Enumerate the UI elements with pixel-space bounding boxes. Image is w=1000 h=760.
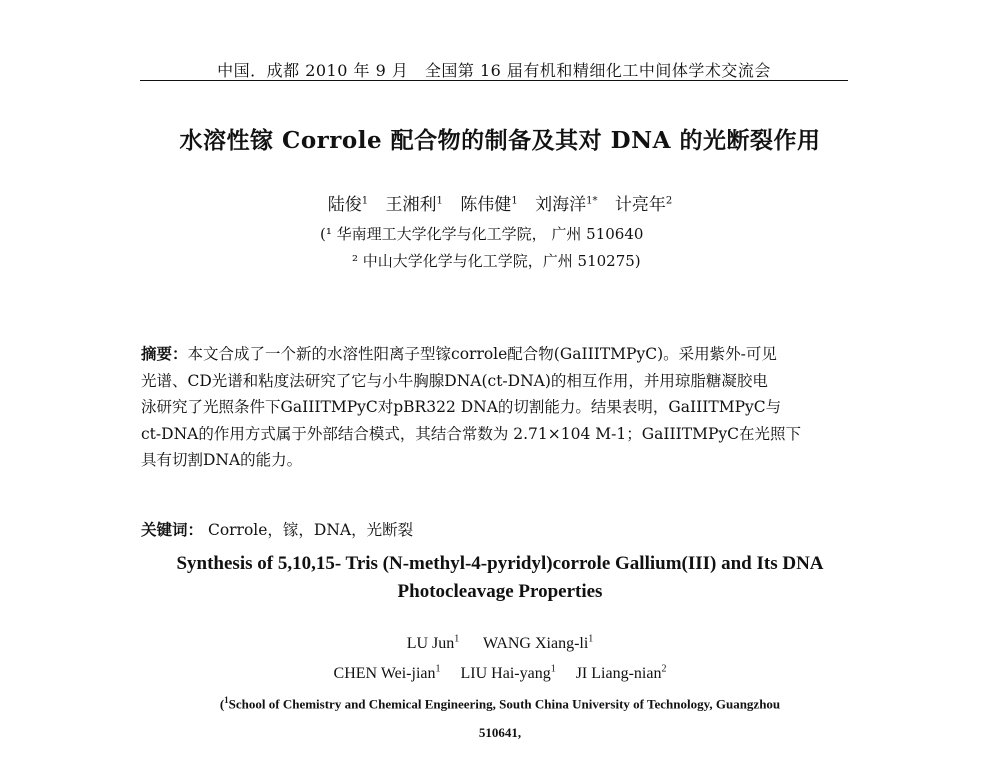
keywords-label: 关键词： — [141, 520, 204, 539]
paper-title-en-line: Photocleavage Properties — [397, 581, 603, 602]
affiliation-cn-1: (¹ 华南理工大学化学与化工学院， 广州 510640 — [320, 225, 644, 243]
conference-header: 中国．成都 2010 年 9 月 全国第 16 届有机和精细化工中间体学术交流会 — [217, 61, 771, 80]
abstract-line: 具有切割DNA的能力。 — [141, 451, 303, 469]
author-list-en-row — [0, 664, 1000, 683]
author-cn-corresponding: 刘海洋$^{1*}$ — [535, 195, 598, 215]
paper-title-en — [0, 550, 1000, 606]
author-cn: 陆俊$^1$ — [327, 195, 369, 215]
affiliation-en-postcode: 510641, — [478, 725, 522, 740]
author-en: JI Liang-nian$^2$ — [575, 664, 667, 683]
abstract-line: 光谱、CD光谱和粘度法研究了它与小牛胸腺DNA(ct-DNA)的相互作用，并用琼脂糖凝胶电 — [141, 371, 768, 390]
abstract-line: 摘要：本文合成了一个新的水溶性阳离子型镓corrole配合物(GaIIITMPyC)。采用紫外-可见 — [141, 344, 777, 363]
paper-title-cn: 水溶性镓 Corrole 配合物的制备及其对 DNA 的光断裂作用 — [179, 127, 821, 154]
abstract-cn — [141, 341, 856, 474]
abstract-line: ct-DNA的作用方式属于外部结合模式，其结合常数为 2.71×104 M-1；GaIIITMPyC在光照下 — [141, 424, 801, 443]
affiliation-en: ($^1$School of Chemistry and Chemical Engineering, South China University of Technology, Guangzhou — [219, 695, 781, 712]
author-en: WANG Xiang-$li^1$ — [482, 634, 594, 653]
affiliation-cn-2: ² 中山大学化学与化工学院，广州 510275) — [352, 252, 641, 270]
author-cn: 王湘利$^1$ — [385, 195, 443, 215]
paper-title-en-line: Synthesis of 5,10,15- Tris (N-methyl-4-pyridyl)corrole Gallium(III) and Its DNA — [176, 553, 824, 574]
author-list-en-row — [0, 634, 1000, 653]
header-rule — [140, 80, 848, 81]
abstract-line: 泳研究了光照条件下GaIIITMPyC对pBR322 DNA的切割能力。结果表明，GaIIITMPyC与 — [141, 398, 782, 416]
author-en: LIU Hai-yang$^1$ — [460, 664, 556, 683]
author-cn: 陈伟健$^1$ — [460, 195, 518, 215]
author-en: LU Jun$^1$ — [406, 634, 460, 653]
keywords-text: Corrole，镓，DNA，光断裂 — [207, 521, 414, 539]
author-list-cn — [0, 190, 1000, 215]
author-cn: 计亮年$^2$ — [614, 195, 673, 215]
author-en: CHEN Wei-jian$^1$ — [333, 664, 441, 683]
abstract-label: 摘要： — [141, 344, 188, 363]
keywords-cn — [141, 518, 413, 540]
